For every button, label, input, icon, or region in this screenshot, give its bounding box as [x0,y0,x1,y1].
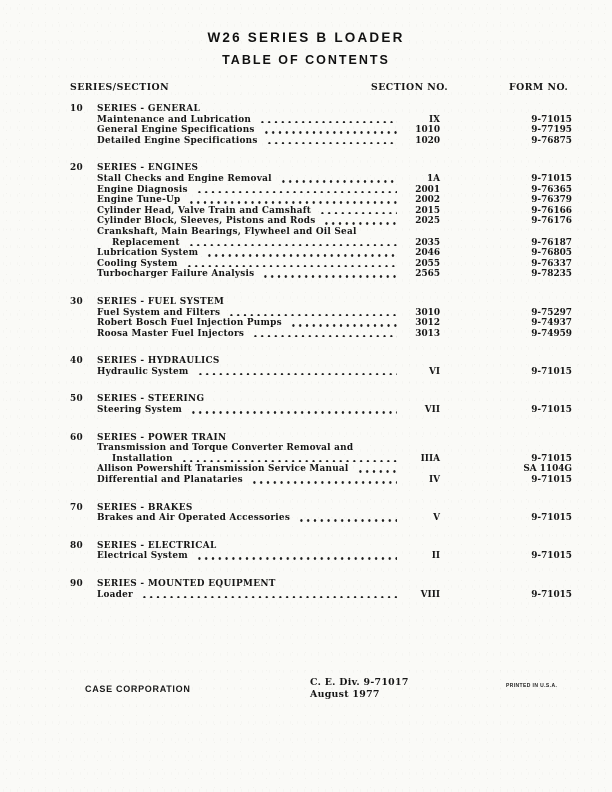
entry-form-no: SA 1104G [523,464,572,475]
toc-section-heading-row [70,579,572,590]
toc-section-heading-row [70,433,572,444]
dot-leader [141,596,397,599]
dot-leader [298,519,397,522]
entry-form-no: 9-76805 [531,248,572,259]
entry-section-no: 3012 [415,318,440,329]
entry-form-no: 9-71015 [531,173,572,184]
toc-section [70,297,572,339]
entry-title: Crankshaft, Main Bearings, Flywheel and Oil Seal [97,226,357,237]
entry-form-no: 9-75297 [531,307,572,318]
entry-title: Cylinder Head, Valve Train and Camshaft [97,205,312,216]
entry-title: Steering System [97,405,183,416]
section-heading: SERIES - GENERAL [97,104,201,114]
section-heading: SERIES - MOUNTED EQUIPMENT [97,579,276,589]
toc-entry [97,216,572,227]
dot-leader [259,121,397,124]
toc-entry [97,590,572,601]
entry-form-no: 9-71015 [531,114,572,125]
entry-title: Roosa Master Fuel Injectors [97,328,245,339]
section-heading: SERIES - ENGINES [97,163,199,174]
entry-form-no: 9-71015 [531,551,572,562]
section-heading: SERIES - ELECTRICAL [97,540,217,551]
dot-leader [186,265,397,268]
toc-entry [97,185,572,196]
entry-form-no: 9-77195 [531,125,572,136]
entry-title: Differential and Planataries [97,475,243,486]
section-heading: SERIES - POWER TRAIN [97,432,227,443]
entry-form-no: 9-76337 [531,258,572,269]
entry-section-no: 2565 [415,269,440,280]
section-number: 40 [70,356,84,367]
toc-entry [97,136,572,147]
toc-section-heading-row [70,541,572,552]
toc-section-heading-row [70,394,572,405]
entry-title: Fuel System and Filters [97,307,221,318]
toc-section [70,541,572,562]
page-title: W26 SERIES B LOADER [207,30,405,45]
entry-title: Lubrication System [97,248,199,259]
dot-leader [323,222,397,225]
section-heading: SERIES - STEERING [97,394,205,405]
section-number: 20 [70,163,84,174]
column-header-section-no: SECTION NO. [371,82,449,93]
toc-entry [97,206,572,217]
entry-form-no: 9-76365 [531,184,572,195]
entry-title: Transmission and Torque Converter Removal and [97,443,354,454]
toc-entry [97,259,572,270]
entry-form-no: 9-78235 [531,269,572,280]
entry-title: General Engine Specifications [97,125,255,136]
dot-leader [357,470,397,473]
dot-leader [197,373,397,376]
toc-section-heading-row [70,104,572,115]
dot-leader [251,481,397,484]
dot-leader [188,201,397,204]
entry-title: Engine Diagnosis [97,184,188,195]
entry-form-no: 9-71015 [531,475,572,486]
toc-section [70,163,572,280]
dot-leader [188,244,397,247]
entry-form-no: 9-76379 [531,195,572,206]
entry-form-no: 9-76176 [531,216,572,227]
entry-section-no: II [431,551,440,562]
toc-section [70,503,572,524]
toc-entry [97,174,572,185]
entry-section-no: 1020 [415,135,440,146]
toc-entry [97,513,572,524]
toc-entry [97,308,572,319]
entry-form-no: 9-71015 [531,589,572,600]
entry-section-no: 1A [426,173,440,184]
entry-section-no: IIIA [420,453,440,464]
section-number: 70 [70,502,84,513]
toc-section-heading-row [70,503,572,514]
dot-leader [266,142,397,145]
section-heading: SERIES - FUEL SYSTEM [97,296,225,307]
toc-entry [97,551,572,562]
entry-section-no: 3010 [415,307,440,318]
section-number: 10 [70,104,84,114]
entry-form-no: 9-76875 [531,135,572,146]
entry-section-no: 3013 [415,328,440,339]
entry-title: Loader [97,589,133,600]
entry-form-no: 9-74959 [531,328,572,339]
entry-title: Engine Tune-Up [97,195,181,206]
entry-section-no: VII [424,405,440,416]
entry-title: Replacement [112,237,180,248]
toc-entry [97,238,572,249]
footer-printed-in-usa: PRINTED IN U.S.A. [506,683,558,689]
entry-section-no: 2001 [415,184,440,195]
toc-section [70,433,572,486]
entry-section-no: 2055 [415,258,440,269]
entry-form-no: 9-71015 [531,405,572,416]
entry-section-no: 2046 [415,248,440,259]
toc [70,104,572,600]
entry-form-no: 9-71015 [531,513,572,524]
entry-title: Cooling System [97,258,178,269]
dot-leader [263,131,397,134]
entry-title: Detailed Engine Specifications [97,135,258,146]
footer-division [310,677,409,700]
toc-entry [97,125,572,136]
entry-form-no: 9-74937 [531,318,572,329]
toc-section [70,356,572,377]
toc-section [70,579,572,600]
section-number: 60 [70,432,84,443]
dot-leader [206,254,397,257]
toc-section [70,104,572,146]
toc-entry [97,464,572,475]
entry-title: Allison Powershift Transmission Service Manual [97,464,349,475]
toc-section-heading-row [70,297,572,308]
toc-entry [97,367,572,378]
entry-form-no: 9-71015 [531,366,572,377]
toc-entry [97,248,572,259]
entry-title: Hydraulic System [97,366,189,377]
entry-section-no: 2025 [415,216,440,227]
toc-section [70,394,572,415]
section-heading: SERIES - BRAKES [97,502,193,513]
entry-form-no: 9-76166 [531,205,572,216]
dot-leader [262,275,397,278]
column-header-series-section: SERIES/SECTION [70,82,170,93]
entry-section-no: V [433,513,440,524]
page-subtitle: TABLE OF CONTENTS [222,53,390,67]
dot-leader [252,335,397,338]
section-number: 50 [70,394,84,405]
entry-title: Stall Checks and Engine Removal [97,173,272,184]
dot-leader [181,460,397,463]
entry-section-no: 2035 [415,237,440,248]
entry-section-no: 1010 [415,125,440,136]
dot-leader [196,191,397,194]
footer-division-line2: August 1977 [310,688,380,700]
footer-division-line1: C. E. Div. 9-71017 [310,677,409,688]
entry-title: Brakes and Air Operated Accessories [97,513,291,524]
entry-title: Maintenance and Lubrication [97,114,252,125]
entry-section-no: VIII [420,589,440,600]
entry-section-no: VI [428,366,440,377]
toc-entry [97,269,572,280]
section-heading: SERIES - HYDRAULICS [97,356,220,367]
section-number: 80 [70,540,84,551]
dot-leader [280,180,397,183]
toc-section-heading-row [70,356,572,367]
toc-entry [97,329,572,340]
column-headers [0,82,612,94]
toc-entry [97,115,572,126]
dot-leader [196,557,397,560]
toc-entry [97,318,572,329]
entry-form-no: 9-71015 [531,453,572,464]
column-header-form-no: FORM NO. [509,82,569,93]
toc-entry [97,475,572,486]
toc-entry [97,454,572,465]
toc-section-heading-row [70,163,572,174]
dot-leader [228,314,397,317]
entry-title: Cylinder Block, Sleeves, Pistons and Rods [97,216,316,227]
section-number: 90 [70,579,84,589]
entry-title: Installation [112,453,173,464]
footer-company: CASE CORPORATION [85,684,191,694]
toc-entry [97,405,572,416]
section-number: 30 [70,296,84,307]
entry-title: Electrical System [97,551,188,562]
dot-leader [190,411,397,414]
entry-section-no: IX [428,114,440,125]
dot-leader [319,212,397,215]
toc-entry [97,227,572,238]
entry-section-no: 2015 [415,205,440,216]
entry-title: Turbocharger Failure Analysis [97,269,255,280]
entry-form-no: 9-76187 [531,237,572,248]
entry-title: Robert Bosch Fuel Injection Pumps [97,318,282,329]
toc-entry [97,443,572,454]
toc-entry [97,195,572,206]
entry-section-no: IV [428,475,440,486]
dot-leader [290,324,397,327]
entry-section-no: 2002 [415,195,440,206]
